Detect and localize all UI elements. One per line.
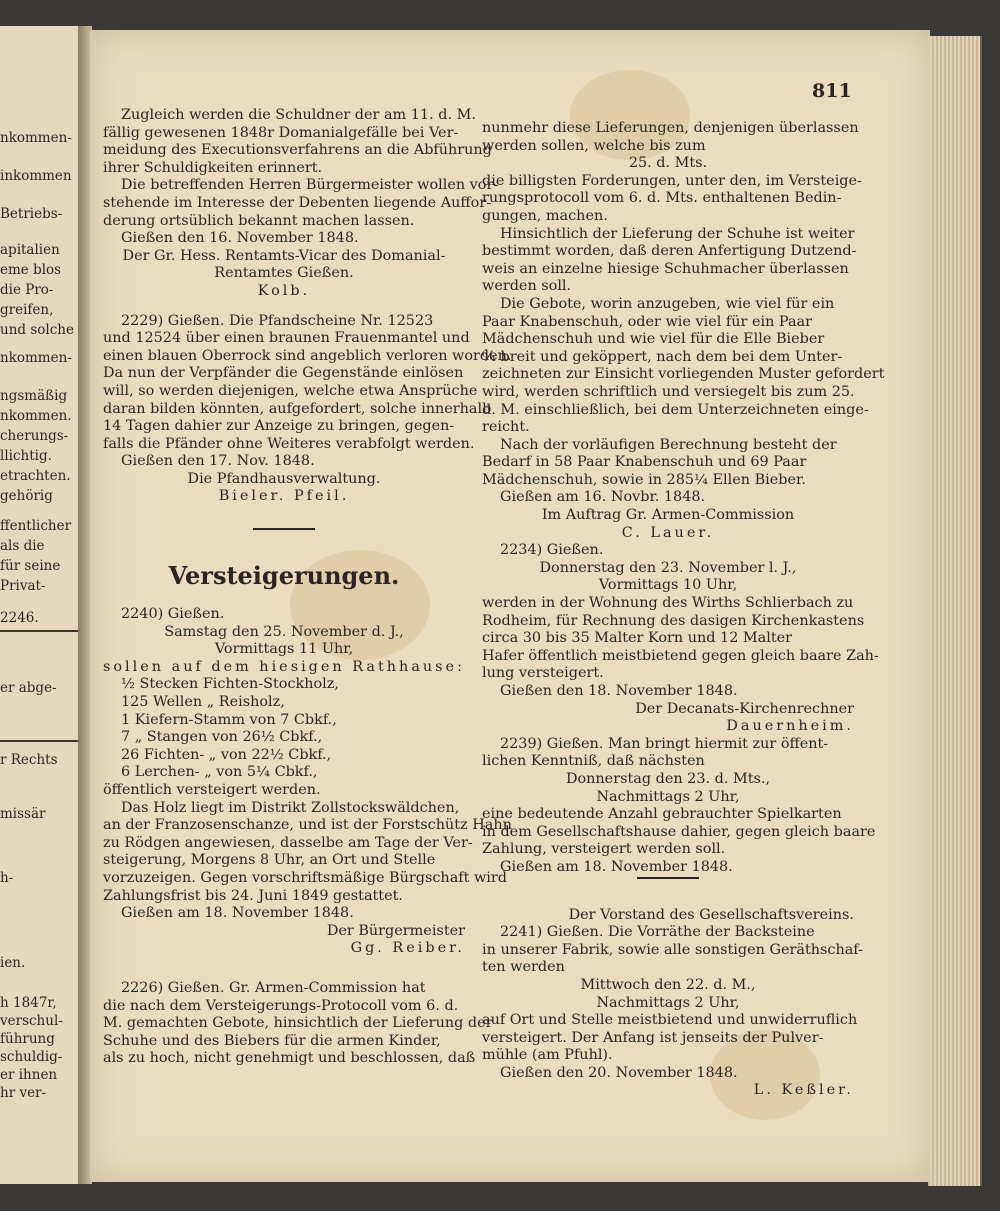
text-line: Hafer öffentlich meistbietend gegen gleich baare Zah- (482, 647, 879, 664)
text-line: Dauernheim. (726, 718, 854, 735)
left-page-fragment: inkommen (0, 168, 72, 184)
text-line: bestimmt worden, daß deren Anfertigung Dutzend- (482, 243, 857, 260)
left-page-fragment: ffentlicher (0, 518, 72, 534)
spacer (103, 958, 465, 980)
text-line: 2240) Gießen. (121, 606, 225, 623)
text-line: 2234) Gießen. (500, 542, 604, 559)
text-line: Gießen am 18. November 1848. (121, 905, 354, 922)
text-line: 6 Lerchen- „ von 5¼ Cbkf., (121, 764, 318, 781)
text-line: Zahlung, versteigert werden soll. (482, 841, 726, 858)
left-page-fragment: nkommen- (0, 350, 72, 366)
text-line: werden soll. (482, 278, 572, 295)
section-rule (637, 877, 699, 907)
text-line: meidung des Executionsverfahrens an die Abführung (103, 142, 492, 159)
left-page-fragment: gehörig (0, 488, 53, 504)
text-line: auf Ort und Stelle meistbietend und unwiderruflich (482, 1012, 858, 1029)
text-line: Im Auftrag Gr. Armen-Commission (541, 507, 795, 524)
text-line: Gießen am 16. Novbr. 1848. (500, 489, 706, 506)
text-line: Donnerstag den 23. November l. J., (539, 559, 797, 576)
text-line: will, so werden diejenigen, welche etwa Ansprüche (103, 382, 478, 399)
text-line: d. M. einschließlich, bei dem Unterzeichneten einge- (482, 401, 869, 418)
text-line: Mädchenschuh und wie viel für die Elle Bieber (482, 331, 825, 348)
text-line: 26 Fichten- „ von 22½ Cbkf., (121, 746, 332, 763)
page-edges (928, 36, 982, 1186)
text-line: falls die Pfänder ohne Weiteres verabfolgt werden. (103, 435, 475, 452)
text-line: zu Rödgen angewiesen, dasselbe am Tage der Ver- (103, 834, 473, 851)
left-page-fragment: und solche (0, 322, 74, 338)
text-line: fällig gewesenen 1848r Domanialgefälle bei Ver- (103, 124, 459, 141)
left-page-fragment: cherungs- (0, 428, 69, 444)
left-page-fragment: r Rechts (0, 752, 58, 768)
left-page-fragment: etrachten. (0, 468, 71, 484)
text-line: Gießen den 18. November 1848. (500, 683, 738, 699)
text-line: sollen auf dem hiesigen Rathhause: (103, 658, 465, 675)
text-line: nunmehr diese Lieferungen, denjenigen überlassen (482, 120, 859, 136)
text-line: reicht. (482, 419, 530, 436)
text-line: Schuhe und des Biebers für die armen Kinder, (103, 1032, 441, 1049)
text-line: 2241) Gießen. Die Vorräthe der Backsteine (500, 924, 815, 941)
previous-page-edge (0, 26, 80, 1184)
text-line: zeichneten zur Einsicht vorliegenden Muster gefordert (482, 366, 885, 383)
left-page-fragment: die Pro- (0, 282, 54, 298)
text-line: Nachmittags 2 Uhr, (596, 788, 740, 805)
text-line: Kolb. (257, 282, 311, 299)
text-line: Nachmittags 2 Uhr, (596, 994, 740, 1011)
text-line: Gießen den 20. November 1848. (500, 1064, 738, 1081)
text-line: Bedarf in 58 Paar Knabenschuh und 69 Paar (482, 454, 807, 471)
text-line: Donnerstag den 23. d. Mts., (565, 770, 771, 787)
text-line: Mittwoch den 22. d. M., (580, 976, 756, 993)
left-page-fragment: ngsmäßig (0, 388, 68, 404)
text-line: Vormittags 10 Uhr, (598, 577, 738, 594)
text-line: C. Lauer. (621, 524, 715, 541)
text-line: Hinsichtlich der Lieferung der Schuhe ist weiter (500, 225, 855, 242)
text-line: 25. d. Mts. (628, 155, 708, 172)
spacer (103, 301, 465, 313)
left-page-fragment: führung (0, 1031, 55, 1047)
text-line: ⁶⁄₄ breit und geköppert, nach dem bei dem Unter- (482, 348, 843, 365)
text-line: eine bedeutende Anzahl gebrauchter Spielkarten (482, 806, 842, 823)
text-line: Die Pfandhausverwaltung. (187, 470, 381, 487)
text-line: einen blauen Oberrock sind angeblich verloren worden. (103, 347, 512, 364)
text-line: Der Bürgermeister (326, 922, 465, 939)
text-line: weis an einzelne hiesige Schuhmacher überlassen (482, 260, 849, 277)
text-line: die billigsten Forderungen, unter den, im Versteige- (482, 172, 862, 189)
section-rule (253, 528, 315, 558)
left-page-fragment: Privat- (0, 578, 46, 594)
text-line: ½ Stecken Fichten-Stockholz, (121, 676, 339, 693)
left-page-fragment: für seine (0, 558, 61, 574)
left-page-fragment: h- (0, 870, 14, 886)
text-line: Der Vorstand des Gesellschaftsvereins. (568, 906, 854, 923)
text-line: 2239) Gießen. Man bringt hiermit zur öffent- (500, 735, 829, 752)
left-page-fragment: h 1847r, (0, 995, 57, 1011)
text-line: steigerung, Morgens 8 Uhr, an Ort und Stelle (103, 852, 436, 869)
spacer (103, 506, 465, 528)
text-line: in unserer Fabrik, sowie alle sonstigen Geräthschaf- (482, 941, 863, 958)
left-page-fragment: eme blos (0, 262, 62, 278)
left-page-rule (0, 740, 78, 742)
text-line: Da nun der Verpfänder die Gegenstände einlösen (103, 365, 464, 382)
text-line: Paar Knabenschuh, oder wie viel für ein Paar (482, 313, 813, 330)
text-line: 2229) Gießen. Die Pfandscheine Nr. 12523 (121, 312, 434, 329)
left-page-fragment: greifen, (0, 302, 54, 318)
text-line: derung ortsüblich bekannt machen lassen. (103, 212, 415, 229)
text-line: Die betreffenden Herren Bürgermeister wollen vor- (121, 177, 499, 194)
text-line: mühle (am Pfuhl). (482, 1047, 613, 1064)
text-line: Samstag den 25. November d. J., (164, 623, 404, 640)
text-line: 1 Kiefern-Stamm von 7 Cbkf., (121, 711, 337, 728)
text-line: Rodheim, für Rechnung des dasigen Kirchenkastens (482, 612, 865, 629)
text-line: Die Gebote, worin anzugeben, wie viel für ein (500, 295, 835, 312)
text-line: Bieler. Pfeil. (218, 488, 350, 505)
text-line: lichen Kenntniß, daß nächsten (482, 753, 705, 770)
left-page-fragment: missär (0, 806, 46, 822)
left-page-fragment: ien. (0, 955, 26, 971)
text-line: daran bilden könnten, aufgefordert, solche innerhalb (103, 400, 492, 417)
left-page-rule (0, 630, 78, 632)
text-line: Gg. Reiber. (350, 940, 465, 957)
spacer (103, 594, 465, 606)
text-line: circa 30 bis 35 Malter Korn und 12 Malter (482, 630, 793, 647)
section-heading: Versteigerungen. (168, 561, 400, 591)
text-line: 14 Tagen dahier zur Anzeige zu bringen, gegen- (103, 418, 455, 435)
text-line: Zugleich werden die Schuldner der am 11. d. M. (121, 107, 476, 123)
text-line: Zahlungsfrist bis 24. Juni 1849 gestattet. (103, 887, 403, 904)
text-line: rungsprotocoll vom 6. d. Mts. enthaltenen Bedin- (482, 190, 842, 207)
text-line: 2226) Gießen. Gr. Armen-Commission hat (121, 979, 426, 996)
text-line: ten werden (482, 959, 565, 976)
left-page-fragment: als die (0, 538, 45, 554)
text-line: Rentamtes Gießen. (214, 265, 354, 282)
left-page-fragment: schuldig- (0, 1049, 63, 1065)
text-line: werden in der Wohnung des Wirths Schlierbach zu (482, 595, 854, 612)
text-line: lung versteigert. (482, 665, 604, 682)
text-line: ihrer Schuldigkeiten erinnert. (103, 159, 323, 176)
text-line: 7 „ Stangen von 26½ Cbkf., (121, 729, 323, 746)
left-page-fragment: er ihnen (0, 1067, 58, 1083)
text-line: Der Gr. Hess. Rentamts-Vicar des Domanial- (122, 247, 446, 264)
text-line: Das Holz liegt im Distrikt Zollstockswäldchen, (121, 799, 460, 816)
left-page-fragment: apitalien (0, 242, 60, 258)
text-line: versteigert. Der Anfang ist jenseits der Pulver- (482, 1029, 824, 1046)
text-line: werden sollen, welche bis zum (482, 137, 706, 154)
left-page-fragment: hr ver- (0, 1085, 47, 1101)
text-line: Gießen den 17. Nov. 1848. (121, 453, 315, 470)
text-line: M. gemachten Gebote, hinsichtlich der Lieferung der (103, 1015, 493, 1032)
left-page-fragment: nkommen- (0, 130, 72, 146)
text-line: die nach dem Versteigerungs-Protocoll vom 6. d. (103, 997, 459, 1014)
left-page-fragment: nkommen. (0, 408, 72, 424)
text-line: Nach der vorläufigen Berechnung besteht der (500, 436, 837, 453)
text-line: Vormittags 11 Uhr, (214, 641, 354, 658)
text-line: stehende im Interesse der Debenten liegende Auffor- (103, 194, 492, 211)
text-line: Gießen am 18. November 1848. (500, 858, 733, 875)
text-column-right (482, 120, 885, 1100)
left-page-fragment: Betriebs- (0, 206, 63, 222)
text-line: vorzuzeigen. Gegen vorschriftsmäßige Bürgschaft wird (103, 869, 507, 886)
text-line: L. Keßler. (753, 1082, 854, 1099)
text-line: wird, werden schriftlich und versiegelt bis zum 25. (482, 383, 855, 400)
text-line: Gießen den 16. November 1848. (121, 230, 359, 247)
left-page-fragment: verschul- (0, 1013, 63, 1029)
text-line: als zu hoch, nicht genehmigt und beschlossen, daß (103, 1050, 476, 1067)
left-page-fragment: llichtig. (0, 448, 52, 464)
left-page-fragment: er abge- (0, 680, 57, 696)
page-number: 811 (812, 80, 852, 102)
text-line: 125 Wellen „ Reisholz, (121, 694, 285, 711)
left-page-fragment: 2246. (0, 610, 39, 626)
text-line: gungen, machen. (482, 207, 608, 224)
text-line: an der Franzosenschanze, und ist der Forstschütz Hahn (103, 817, 512, 834)
text-line: Der Decanats-Kirchenrechner (635, 700, 854, 717)
text-line: öffentlich versteigert werden. (103, 782, 321, 798)
text-line: und 12524 über einen braunen Frauenmantel und (103, 330, 470, 347)
text-line: Mädchenschuh, sowie in 285¼ Ellen Bieber. (482, 471, 806, 488)
text-line: in dem Gesellschaftshause dahier, gegen gleich baare (482, 823, 876, 840)
